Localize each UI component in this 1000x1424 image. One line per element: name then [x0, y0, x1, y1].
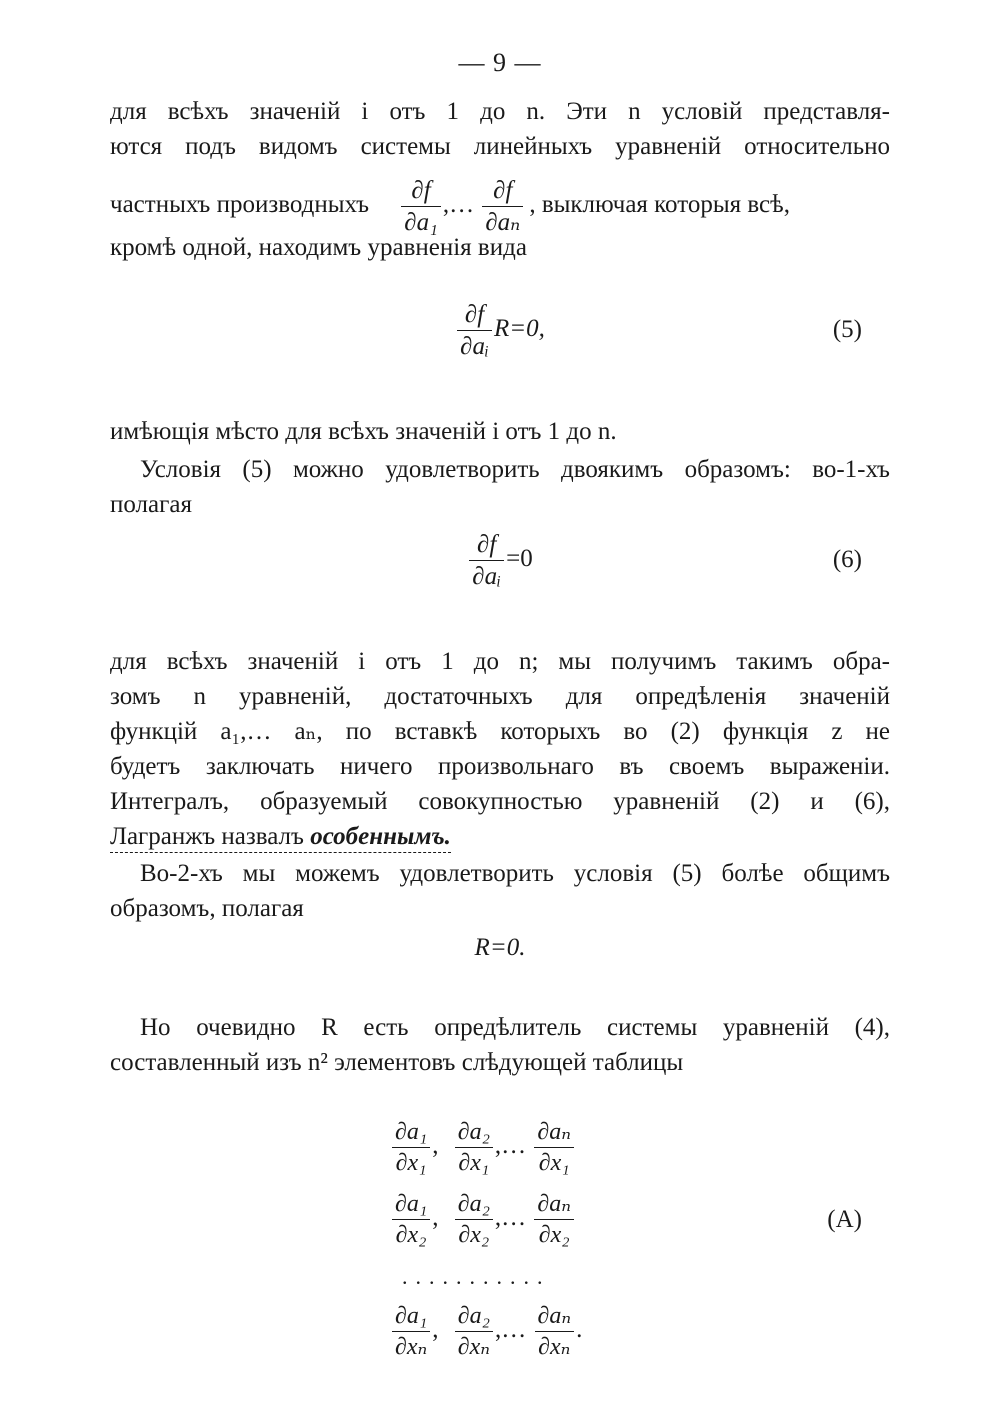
fraction-numerator: ∂f	[457, 302, 492, 331]
fraction	[534, 1120, 574, 1175]
table-row	[390, 1192, 582, 1264]
fraction	[534, 1192, 574, 1247]
fraction	[455, 1304, 493, 1359]
text-line: составленный изъ n² элементовъ слѣдующей таблицы	[110, 1049, 684, 1076]
text-fragment: частныхъ производныхъ	[110, 191, 370, 219]
fraction-denominator: ∂xₙ	[538, 1334, 571, 1360]
text-line-with-fractions	[110, 177, 890, 236]
fraction	[392, 1304, 430, 1359]
separator: ,…	[442, 191, 475, 219]
fraction-numerator: ∂aₙ	[535, 1304, 575, 1332]
separator: ,…	[494, 1132, 527, 1160]
fraction-denominator: ∂x₁	[538, 1150, 570, 1176]
fraction-denominator: ∂aₙ	[485, 209, 521, 236]
text-line: кромѣ одной, находимъ уравненія вида	[110, 234, 527, 261]
text-line: полагая	[110, 491, 192, 518]
fraction-numerator: ∂a₂	[455, 1304, 493, 1332]
fraction-df-dan	[482, 178, 523, 235]
fraction-denominator: ∂x₂	[395, 1222, 427, 1248]
fraction-numerator: ∂f	[482, 178, 523, 207]
text-fragment: Лагранжъ назвалъ	[110, 823, 304, 850]
equation-number: (6)	[832, 546, 862, 573]
table-row	[390, 1120, 582, 1192]
separator: ,…	[495, 1316, 527, 1344]
fraction-denominator: ∂aᵢ	[472, 563, 502, 590]
fraction-denominator: ∂aᵢ	[460, 333, 489, 360]
text-line: Во-2-хъ мы можемъ удовлетворить условія (5) болѣе общимъ	[140, 860, 890, 887]
equation-rhs: R=0,	[493, 315, 545, 343]
fraction-denominator: ∂x₂	[458, 1222, 490, 1248]
fraction-denominator: ∂xₙ	[457, 1334, 490, 1360]
fraction-df-da1	[401, 178, 441, 235]
underlined-text	[110, 823, 451, 853]
text-line: для всѣхъ значеній i отъ 1 до n; мы получимъ такимъ обра-	[110, 648, 890, 675]
table-label: (A)	[827, 1206, 862, 1233]
fraction-denominator: ∂xₙ	[395, 1334, 428, 1360]
text-line: ются подъ видомъ системы линейныхъ уравненій относительно	[110, 133, 890, 160]
fraction-numerator: ∂a₂	[455, 1192, 493, 1220]
table-dots: ...........	[402, 1264, 551, 1289]
fraction-numerator: ∂a₂	[455, 1120, 493, 1148]
fraction	[392, 1192, 430, 1247]
text-line: имѣющія мѣсто для всѣхъ значеній i отъ 1 до n.	[110, 418, 617, 445]
equation-rhs: =0	[506, 545, 533, 573]
text-line: для всѣхъ значеній i отъ 1 до n. Эти n условій представля-	[110, 98, 890, 125]
fraction	[455, 1192, 493, 1247]
separator: ,…	[494, 1204, 527, 1232]
text-line: образомъ, полагая	[110, 895, 304, 922]
text-line: Условія (5) можно удовлетворить двоякимъ образомъ: во-1-хъ	[140, 456, 890, 483]
fraction-denominator: ∂x₁	[395, 1150, 427, 1176]
fraction-numerator: ∂f	[401, 178, 441, 207]
text-line: функцій a₁,… aₙ, по вставкѣ которыхъ во (2) функція z не	[110, 718, 890, 745]
fraction-numerator: ∂a₁	[392, 1192, 430, 1220]
fraction	[535, 1304, 575, 1359]
text-line: Но очевидно R есть опредѣлитель системы уравненій (4),	[140, 1014, 890, 1041]
text-fragment: , выключая которыя всѣ,	[529, 191, 790, 219]
equation-r-zero: R=0.	[474, 934, 526, 961]
fraction-numerator: ∂aₙ	[534, 1120, 574, 1148]
separator: ,	[432, 1316, 439, 1344]
text-line: зомъ n уравненій, достаточныхъ для опредѣленія значеній	[110, 683, 890, 710]
emphasis-term: особеннымъ.	[310, 823, 451, 850]
fraction-numerator: ∂aₙ	[534, 1192, 574, 1220]
fraction-denominator: ∂x₂	[538, 1222, 570, 1248]
fraction-df-dai	[469, 532, 504, 589]
fraction	[455, 1120, 493, 1175]
fraction	[392, 1120, 430, 1175]
text-line: будетъ заключать ничего произвольнаго въ своемъ выраженіи.	[110, 753, 890, 780]
fraction-numerator: ∂a₁	[392, 1304, 430, 1332]
equation-number: (5)	[832, 316, 862, 343]
fraction-denominator: ∂a₁	[404, 209, 438, 236]
separator: ,	[432, 1132, 439, 1160]
jacobian-table	[390, 1120, 582, 1376]
fraction-denominator: ∂x₁	[458, 1150, 490, 1176]
fraction-df-dai	[457, 302, 492, 359]
separator: ,	[432, 1204, 439, 1232]
text-line	[110, 821, 890, 853]
page-number: — 9 —	[458, 48, 542, 77]
fraction-numerator: ∂f	[469, 532, 504, 561]
fraction-numerator: ∂a₁	[392, 1120, 430, 1148]
text-line: Интегралъ, образуемый совокупностью уравненій (2) и (6),	[110, 788, 890, 815]
table-row	[390, 1304, 582, 1376]
row-end: .	[576, 1316, 583, 1344]
